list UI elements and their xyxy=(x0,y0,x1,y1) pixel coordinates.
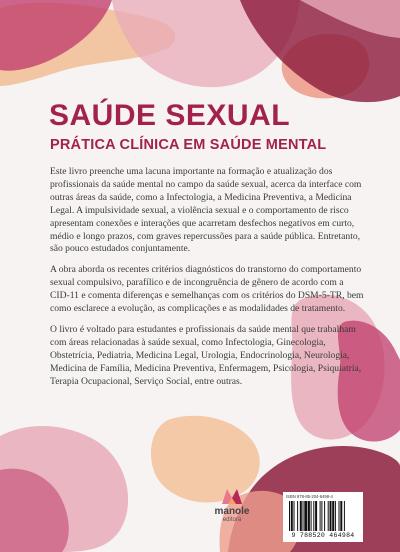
barcode-bar xyxy=(308,501,310,531)
barcode-bar xyxy=(328,501,329,531)
book-subtitle: PRÁTICA CLÍNICA EM SAÚDE MENTAL xyxy=(50,137,327,153)
barcode xyxy=(289,501,359,531)
barcode-bar xyxy=(300,501,302,531)
barcode-bar xyxy=(320,501,321,531)
synopsis xyxy=(50,166,364,397)
synopsis-paragraph-3: O livro é voltado para estudantes e profissionais da saúde mental que trabalham com áreas relacionadas à saúde sexual, como Infectologia, Ginecologia, Obstetrícia, Pediatria, Medicina Legal, Urologia, Endocrinologia, Neurologia, Medicina de Família, Medicina Preventiva, Enfermagem, Psicologia, Psiquiatria, Terapia Ocupacional, Serviço Social, entre outras. xyxy=(50,323,362,387)
barcode-bar xyxy=(332,501,334,531)
publisher-m-icon xyxy=(221,488,243,505)
barcode-bar xyxy=(339,501,340,531)
synopsis-paragraph-2: A obra aborda os recentes critérios diagnósticos do transtorno do comportamento sexual compulsivo, parafílico e de incongruência de gênero de acordo com a CID-11 e comenta diferenças e semelhanças com os critérios do DSM-5-TR, bem como esclarece a evolução, as complicações e as modalidades de tratamento. xyxy=(50,264,364,315)
barcode-bar xyxy=(289,501,290,531)
barcode-bar xyxy=(315,501,317,531)
barcode-box xyxy=(283,492,363,542)
publisher-name: manole xyxy=(214,506,250,517)
barcode-bar xyxy=(330,501,332,531)
publisher-sub: editora xyxy=(222,517,242,523)
barcode-bar xyxy=(297,501,298,531)
book-title: SAÚDE SEXUAL xyxy=(49,99,291,132)
barcode-bar xyxy=(340,501,342,531)
barcode-bar xyxy=(321,501,322,531)
barcode-bar xyxy=(335,501,336,531)
barcode-bar xyxy=(344,501,345,531)
synopsis-paragraph-1: Este livro preenche uma lacuna importante na formação e atualização dos profissionais da saúde mental no campo da saúde sexual, acerca da interface com outras áreas da saúde, como a Infectologia, a Medicina Preventiva, a Medicina Legal. A impulsividade sexual, a violência sexual e o comportamento de risco apresentam conexões e interações que acarretam desfechos negativos em curto, médio e longo prazos, com graves repercussões para a saúde pública. Entretanto, são pouco estudados conjuntamente. xyxy=(50,166,362,255)
barcode-bar xyxy=(294,501,295,531)
barcode-bar xyxy=(311,501,312,531)
isbn-label: ISBN 978-85-204-6498-4 xyxy=(286,494,333,499)
barcode-bar xyxy=(291,501,293,531)
barcode-bar xyxy=(324,501,325,531)
barcode-number: 9 788520 464984 xyxy=(291,532,355,539)
barcode-bar xyxy=(313,501,314,531)
barcode-bar xyxy=(303,501,304,531)
publisher-logo xyxy=(210,488,254,524)
barcode-bar xyxy=(304,501,307,531)
